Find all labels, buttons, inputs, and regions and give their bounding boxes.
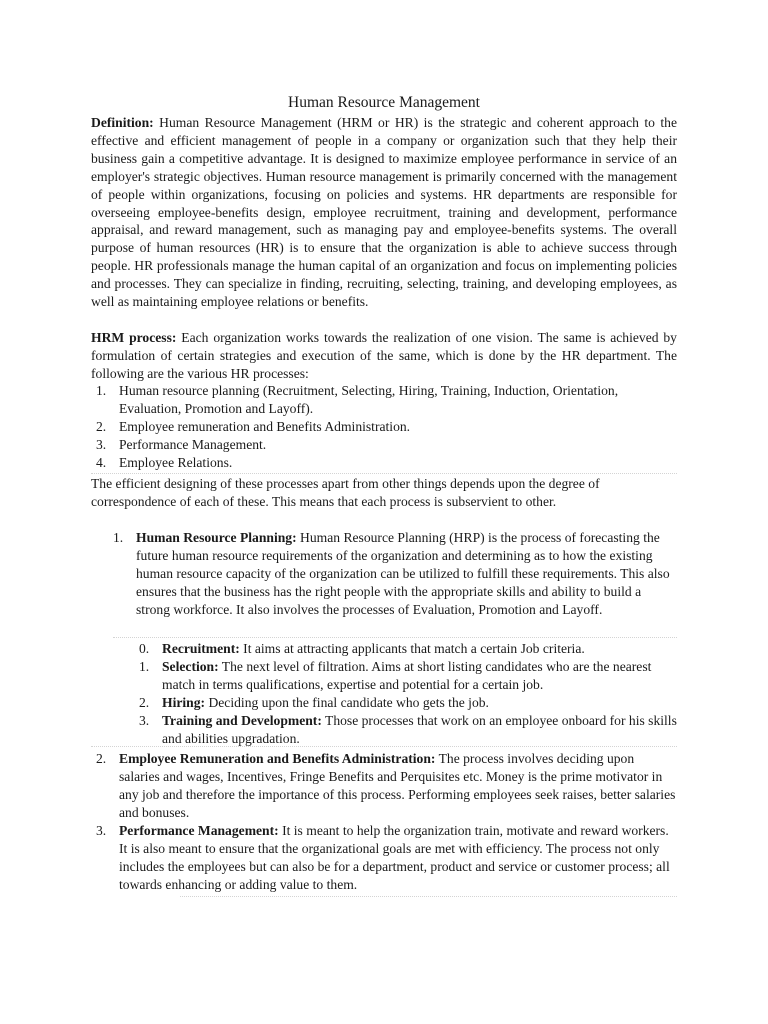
list-item: 3. Training and Development: Those processes that work on an employee onboard for his skills and abilities upgradation. — [139, 712, 677, 746]
efficient-paragraph: The efficient designing of these processes apart from other things depends upon the degree of correspondence of each of these. This means that each process is subservient to other. — [91, 476, 600, 509]
divider — [180, 896, 677, 897]
list-item: 2. Employee remuneration and Benefits Administration. — [96, 418, 411, 434]
divider — [91, 746, 677, 747]
hrp-label: Human Resource Planning: — [136, 530, 297, 545]
definition-paragraph — [91, 114, 677, 311]
hrp-sub-list — [139, 640, 677, 747]
hrp-text: Human Resource Planning (HRP) is the process of forecasting the future human resource requirements of the organization and determining as to how the existing human resource capacity of the organization can be utilized to fulfill these requirements. This also ensures that the business has the right people with the appropriate skills and ability to build a strong workforce. It also involves the processes of Evaluation, Promotion and Layoff. — [136, 530, 670, 617]
pm-label: Performance Management: — [119, 823, 279, 838]
pm-text: It is meant to help the organization train, motivate and reward workers. It is also meant to ensure that the organizational goals are met with efficiency. The process not only includes the employees but can also be for a department, product and service or customer process; all towards enhancing or adding value to them. — [119, 823, 670, 892]
erba-item: 2. Employee Remuneration and Benefits Administration: The process involves deciding upon salaries and wages, Incentives, Fringe Benefits and Perquisites etc. Money is the prime motivator in any job and therefore the importance of this process. Performing employees seek raises, better salaries and bonuses. — [96, 751, 676, 820]
list-item: 1. Selection: The next level of filtration. Aims at short listing candidates who are the nearest match in terms qualifications, expertise and potential for a certain job. — [139, 658, 652, 692]
list-item: 2. Hiring: Deciding upon the final candidate who gets the job. — [139, 694, 489, 710]
hrm-process-paragraph — [91, 329, 677, 383]
erba-text: The process involves deciding upon salaries and wages, Incentives, Fringe Benefits and Perquisites etc. Money is the prime motivator in any job and therefore the importance of this process. Performing employees seek raises, better salaries and bonuses. — [119, 751, 676, 820]
list-item: 3. Performance Management. — [96, 436, 267, 452]
definition-label: Definition: — [91, 115, 154, 130]
hrm-process-text: Each organization works towards the realization of one vision. The same is achieved by formulation of certain strategies and execution of the same, which is done by the HR department. The following are the various HR processes: — [91, 330, 677, 381]
divider — [113, 637, 677, 638]
list-item: 4. Employee Relations. — [96, 454, 233, 470]
divider — [91, 473, 677, 474]
erba-label: Employee Remuneration and Benefits Administration: — [119, 751, 436, 766]
hrm-process-label: HRM process: — [91, 330, 177, 345]
process-list — [96, 382, 677, 472]
definition-text: Human Resource Management (HRM or HR) is the strategic and coherent approach to the effective and efficient management of people in a company or organization such that they help their business gain a competitive advantage. It is designed to maximize employee performance in service of an employer's strategic objectives. Human resource management is primarily concerned with the management of people within organizations, focusing on policies and systems. HR departments are responsible for overseeing employee-benefits design, employee recruitment, training and development, performance appraisal, and reward management, such as managing pay and employee-benefits systems. The overall purpose of human resources (HR) is to ensure that the organization is able to achieve success through people. HR professionals manage the human capital of an organization and focus on implementing policies and processes. They can specialize in finding, recruiting, selecting, training, and developing employees, as well as maintaining employee relations or benefits. — [91, 115, 678, 310]
page-title: Human Resource Management — [288, 94, 480, 111]
pm-item: 3. Performance Management: It is meant to help the organization train, motivate and reward workers. It is also meant to ensure that the organizational goals are met with efficiency. The process not only includes the employees but can also be for a department, product and service or customer process; all towards enhancing or adding value to them. — [96, 823, 670, 892]
list-item: 1. Human resource planning (Recruitment, Selecting, Hiring, Training, Induction, Orientation, Evaluation, Promotion and Layoff). — [96, 383, 619, 416]
list-item: 0. Recruitment: It aims at attracting applicants that match a certain Job criteria. — [139, 641, 585, 656]
hrp-item: 1. Human Resource Planning: Human Resource Planning (HRP) is the process of forecasting the future human resource requirements of the organization and determining as to how the existing human resource capacity of the organization can be utilized to fulfill these requirements. This also ensures that the business has the right people with the appropriate skills and ability to build a strong workforce. It also involves the processes of Evaluation, Promotion and Layoff. — [113, 530, 670, 617]
